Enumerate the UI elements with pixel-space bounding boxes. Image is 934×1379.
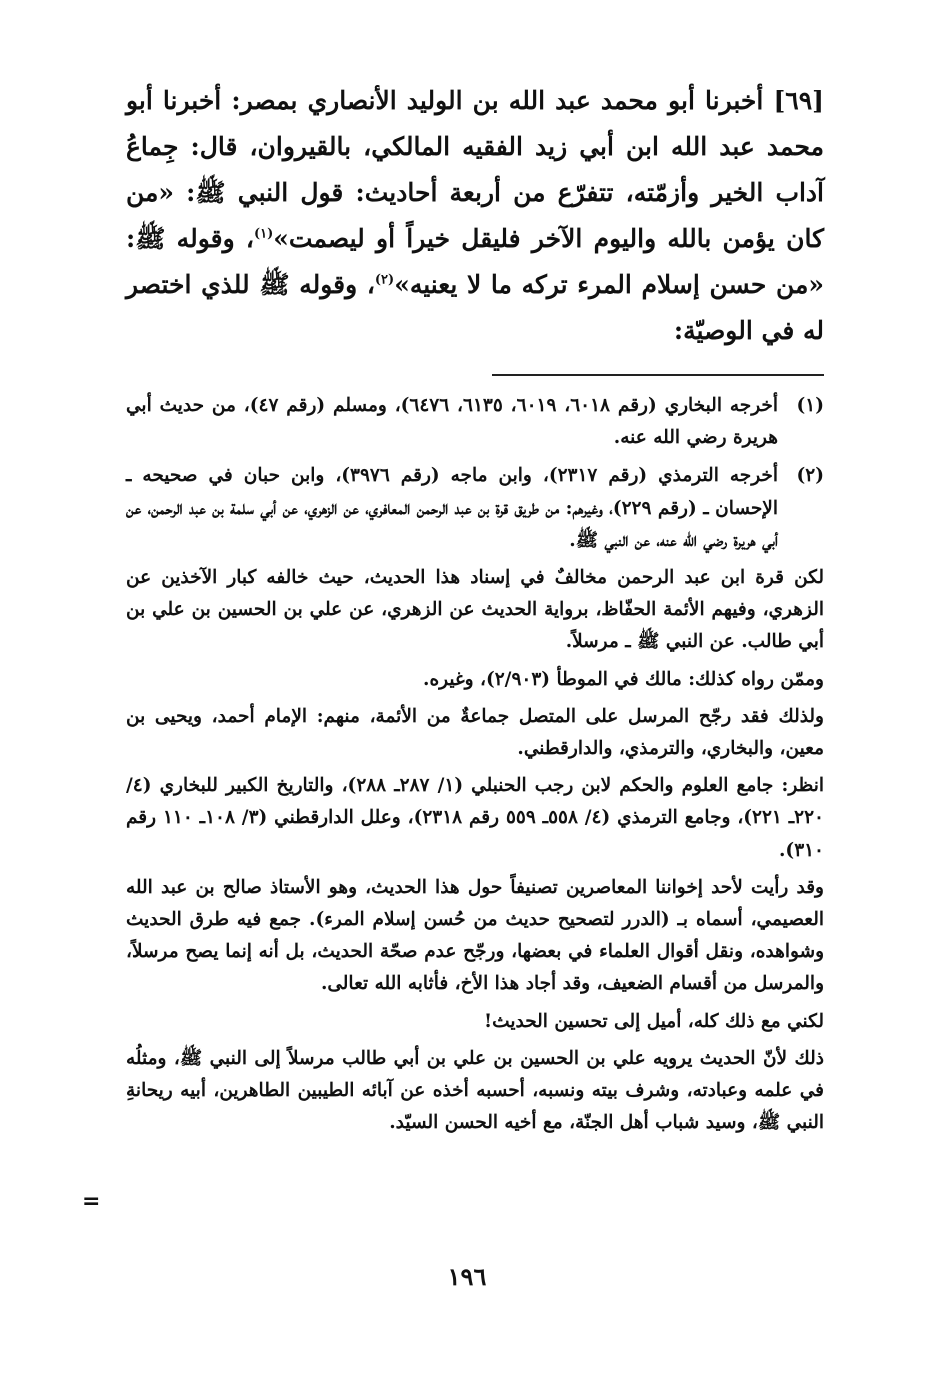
footnote-2-paragraph: انظر: جامع العلوم والحكم لابن رجب الحنبلي (١/ ٢٨٧ـ ٢٨٨)، والتاريخ الكبير للبخاري (٤/ ٢٢٠ـ ٢٢١)، وجامع الترمذي (٤/ ٥٥٨ـ ٥٥٩ رقم ٢٣١٨)، وعلل الدارقطني (٣/ ١٠٨ـ ١١٠ رقم ٣١٠). — [126, 775, 824, 861]
main-text-body: أخبرنا أبو محمد عبد الله بن الوليد الأنصاري بمصر: أخبرنا أبو محمد عبد الله ابن أبي زيد الفقيه المالكي، بالقيروان، قال: جِماعُ آداب الخير وأزمّته، تتفرّع من أربعة أحاديث: قول النبي ﷺ: «من كان يؤمن بالله واليوم الآخر فليقل خيراً أو ليصمت» — [126, 86, 824, 253]
main-text-body-3: ، وقوله ﷺ للذي اختصر له في الوصيّة: — [126, 270, 824, 345]
main-paragraph — [126, 78, 824, 354]
footnote-1-content — [126, 390, 778, 454]
footnote-2-content — [126, 460, 824, 1139]
main-text-body-2: ، وقوله ﷺ: «من حسن إسلام المرء تركه ما لا يعنيه» — [126, 224, 824, 299]
page-number: ١٩٦ — [447, 1262, 487, 1291]
footnote-ref-2[interactable]: (٢) — [374, 272, 395, 288]
footnote-1 — [126, 390, 824, 454]
footnote-2 — [126, 460, 824, 1139]
footnote-1-mark: (١) — [796, 395, 824, 416]
footnote-2-paragraph: لكن قرة ابن عبد الرحمن مخالفٌ في إسناد هذا الحديث، حيث خالفه كبار الآخذين عن الزهري، وفيهم الأئمة الحفّاظ، برواية الحديث عن الزهري، عن علي بن الحسين بن علي بن أبي طالب. عن النبي ﷺ ـ مرسلاً. — [126, 567, 824, 653]
footnote-ref-1[interactable]: (١) — [253, 226, 274, 242]
footnote-2-paragraph: ولذلك فقد رجّح المرسل على المتصل جماعةٌ من الأئمة، منهم: الإمام أحمد، ويحيى بن معين، والبخاري، والترمذي، والدارقطني. — [126, 705, 824, 760]
footnote-2-paragraph: لكني مع ذلك كله، أميل إلى تحسين الحديث! — [484, 1010, 824, 1032]
footnote-separator — [492, 374, 824, 376]
footnote-2-paragraph: ذلك لأنّ الحديث يرويه علي بن الحسين بن علي بن أبي طالب مرسلاً إلى النبي ﷺ، ومثلُه في علمه وعبادته، وشرف بيته ونسبه، أحسبه أخذه عن آبائه الطيبين الطاهرين، أبيه ريحانةِ النبي ﷺ، وسيد شباب أهل الجنّة، مع أخيه الحسن السيّد. — [126, 1047, 824, 1134]
continuation-mark: = — [82, 1189, 101, 1214]
footnotes — [126, 390, 824, 1139]
footnote-1-text: أخرجه البخاري (رقم ٦٠١٨، ٦٠١٩، ٦١٣٥، ٦٤٧٦)، ومسلم (رقم ٤٧)، من حديث أبي هريرة رضي الله عنه. — [126, 395, 778, 449]
footnote-2-mark: (٢) — [796, 465, 824, 487]
footnote-2-text: أخرجه الترمذي (رقم ٢٣١٧)، وابن ماجه (رقم ٣٩٧٦)، وابن حبان في صحيحه ـ الإحسان ـ (رقم ٢٢٩)، وغيرهم: من طريق قرة بن عبد الرحمن المعافري، عن الزهري، عن أبي سلمة بن عبد الرحمن، عن أبي هريرة رضي الله عنه، عن النبي ﷺ. — [126, 465, 778, 551]
paragraph-number: [٦٩] — [773, 86, 824, 115]
page-content — [126, 78, 824, 1139]
footnote-2-paragraph: وممّن رواه كذلك: مالك في الموطأ (٢/٩٠٣)، وغيره. — [423, 668, 824, 690]
footnote-2-paragraph: وقد رأيت لأحد إخواننا المعاصرين تصنيفاً حول هذا الحديث، وهو الأستاذ صالح بن عبد الله العصيمي، أسماه بـ (الدرر لتصحيح حديث من حُسن إسلام المرء). جمع فيه طرق الحديث وشواهده، ونقل أقوال العلماء في بعضها، ورجّح عدم صحّة الحديث، بل أنه إنما يصح مرسلاً، والمرسل من أقسام الضعيف، وقد أجاد هذا الأخ، فأثابه الله تعالى. — [126, 876, 824, 995]
